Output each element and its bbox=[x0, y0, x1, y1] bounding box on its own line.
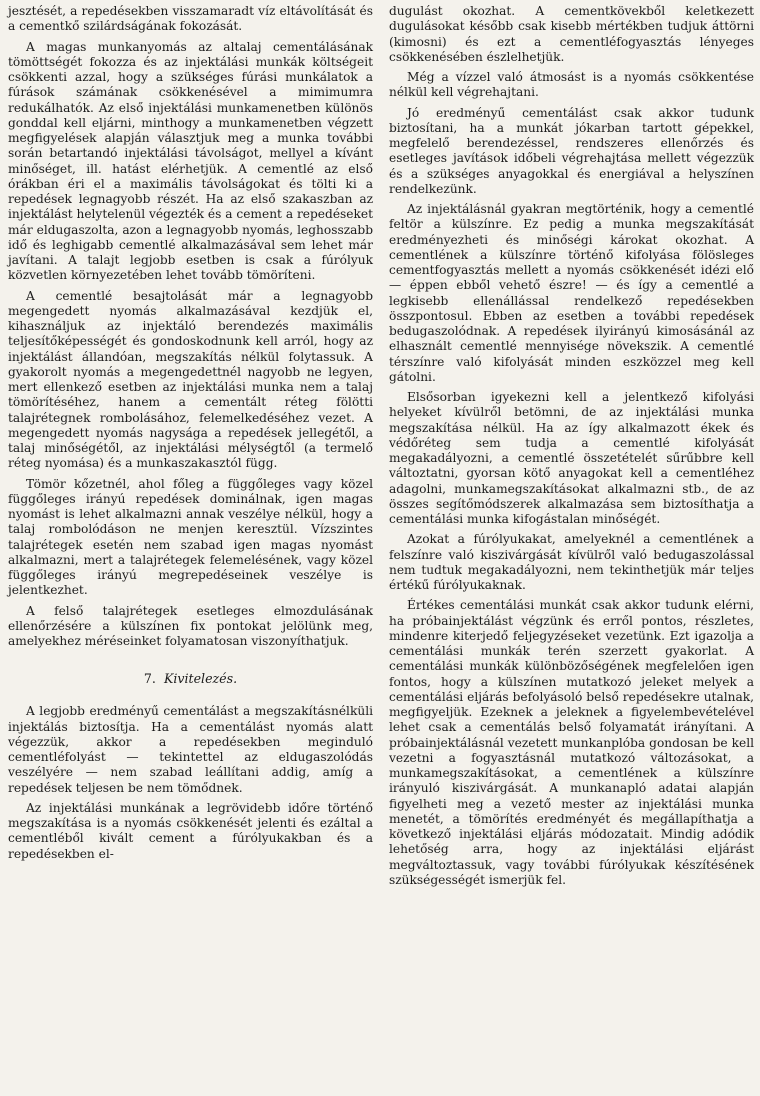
paragraph: A felső talajrétegek esetleges elmozdulásának ellenőrzésére a külszínen fix pontokat jelölünk meg, amelyekhez méréseinket folyamatosan viszonyíthatjuk. bbox=[8, 603, 373, 648]
section-number: 7. bbox=[143, 671, 156, 687]
section-heading bbox=[8, 671, 373, 687]
paragraph: Azokat a fúrólyukakat, amelyeknél a cementlének a felszínre való kiszivárgását kívülről való bedugaszolással nem tudtuk megakadályozni, nem tekinthetjük már teljes értékű fúrólyukaknak. bbox=[389, 532, 754, 592]
paragraph: Jó eredményű cementálást csak akkor tudunk biztosítani, ha a munkát jókarban tartott gépekkel, megfelelő berendezéssel, rendszeres ellenőrzés és esetleges javítások időbeli végrehajtása mellett végezzük és a szükséges anyagokkal és energiával a helyszínen rendelkezünk. bbox=[389, 105, 754, 196]
paragraph: Még a vízzel való átmosást is a nyomás csökkentése nélkül kell végrehajtani. bbox=[389, 70, 754, 100]
paragraph: Az injektálási munkának a legrövidebb időre történő megszakítása is a nyomás csökkenését jelenti és ezáltal a cementléből kivált cement a fúrólyukakban és a repedésekben el- bbox=[8, 800, 373, 861]
paragraph: dugulást okozhat. A cementkövekből keletkezett dugulásokat később csak kisebb mértékben tudjuk áttörni (kimosni) és ezt a cementléfogyasztás lényeges csökkenésében észlelhetjük. bbox=[389, 4, 754, 64]
paragraph: jesztését, a repedésekben visszamaradt víz eltávolítását és a cementkő szilárdságának fokozását. bbox=[8, 4, 373, 34]
right-column bbox=[389, 4, 754, 1096]
paragraph: Az injektálásnál gyakran megtörténik, hogy a cementlé feltör a külszínre. Ez pedig a munka megszakítását eredményezheti és minőségi károkat okozhat. A cementlének a külszínre történő kifolyása fölösleges cementfogyasztás mellett a nyomás csökkenését idézi elő — éppen ebből vehető észre! — és így a cementlé a legkisebb ellenállással rendelkező repedésekben összpontosul. Ebben az esetben a további repedések bedugaszolódnak. A repedések ilyirányú kimosásánál az elhasznált cementlé mennyisége növekszik. A cementlé térszínre való kifolyását minden eszközzel meg kell gátolni. bbox=[389, 202, 754, 384]
paragraph: A cementlé besajtolását már a legnagyobb megengedett nyomás alkalmazásával kezdjük el, kihasználjuk az injektáló berendezés maximális teljesítőképességét és gondoskodnunk kell arról, hogy az injektálást állandóan, megszakítás nélkül folytassuk. A gyakorolt nyomás a megengedettnél nagyobb ne legyen, mert ellenkező esetben az injektálási munka nem a talaj tömörítéséhez, hanem a cementált réteg fölötti talajrétegnek rombolásához, felemelkedéséhez vezet. A megengedett nyomás nagysága a repedések jellegétől, a talaj minőségétől, az injektálási mélységtől (a termelő réteg nyomása) és a munkaszakasztól függ. bbox=[8, 288, 373, 471]
paragraph: Elsősorban igyekezni kell a jelentkező kifolyási helyeket kívülről betömni, de az injektálási munka megszakítása nélkül. Ha az így alkalmazott ékek és védőréteg sem tudja a cementlé kifolyását megakadályozni, a cementlé összetételét sűrűbbre kell változtatni, gyorsan kötő anyagokat kell a cementléhez adagolni, munkamegszakításokat alkalmazni stb., de az összes segítőmódszerek alkalmazása sem biztosíthatja a cementálási munka kifogástalan minőségét. bbox=[389, 390, 754, 526]
paragraph: Tömör kőzetnél, ahol főleg a függőleges vagy közel függőleges irányú repedések dominálnak, igen magas nyomást is lehet alkalmazni annak veszélye nélkül, hogy a talaj rombolódáson ne menjen keresztül. Vízszintes talajrétegek esetén nem szabad igen magas nyomást alkalmazni, mert a talajrétegek felemelésének, vagy közel függőleges irányú megrepedéseinek veszélye is jelentkezhet. bbox=[8, 476, 373, 598]
paragraph: Értékes cementálási munkát csak akkor tudunk elérni, ha próbainjektálást végzünk és erről pontos, részletes, mindenre kiterjedő feljegyzéseket vezetünk. Ezt igazolja a cementálási munkák terén szerzett gyakorlat. A cementálási munkák különbözőségének megfelelően igen fontos, hogy a külszínen mutatkozó jeleket melyek a cementálási eljárás befolyásoló belső repedésekre utalnak, megfigyeljük. Ezeknek a jeleknek a figyelembevételével lehet csak a cementálás belső folyamatát irányítani. A próbainjektálásnál vezetett munkanplóba gondosan be kell vezetni a fogyasztásnál mutatkozó változásokat, a munkamegszakításokat, a cementlének a külszínre irányuló kiszivárgását. A munkanapló adatai alapján figyelheti meg a vezető mester az injektálási munka menetét, a tömörítés eredményét és megállapíthatja a következő injektálási eljárás módozatait. Mindig adódik lehetőség arra, hogy az injektálási eljárást megváltoztassuk, vagy további fúrólyukak készítésének szükségességét ismerjük fel. bbox=[389, 598, 754, 887]
left-column bbox=[8, 4, 373, 1096]
paragraph: A legjobb eredményű cementálást a megszakításnélküli injektálás biztosítja. Ha a cementálást nyomás alatt végezzük, akkor a repedésekben meginduló cementléfolyást — tekintettel az eldugaszolódás veszélyére — nem szabad leállítani addig, amíg a repedések teljesen be nem tömődnek. bbox=[8, 704, 373, 795]
paragraph: A magas munkanyomás az altalaj cementálásának tömöttségét fokozza és az injektálási munkák költségeit csökkenti azzal, hogy a szükséges fúrási munkálatok a fúrások számának csökkenésével a mimimumra redukálhatók. Az első injektálási munkamenetben különös gonddal kell eljárni, minthogy a munkamenetben végzett megfigyelések alapján választjuk meg a munka további során betartandó injektálási távolságot, mellyel a kívánt minőséget, ill. hatást elérhetjük. A cementlé az első órákban éri el a maximális távolságokat és tölti ki a repedések legnagyobb részét. Ha az első szakaszban az injektálást helytelenül végezték és a cement a repedéseket már eldugaszolta, azon a legnagyobb nyomás, leghosszabb idő és leghigabb cementlé alkalmazásával sem lehet már javítani. A talajt legjobb esetben is csak a fúrólyuk közvetlen környezetében lehet tovább tömöríteni. bbox=[8, 39, 373, 283]
section-title: Kivitelezés. bbox=[163, 671, 238, 687]
